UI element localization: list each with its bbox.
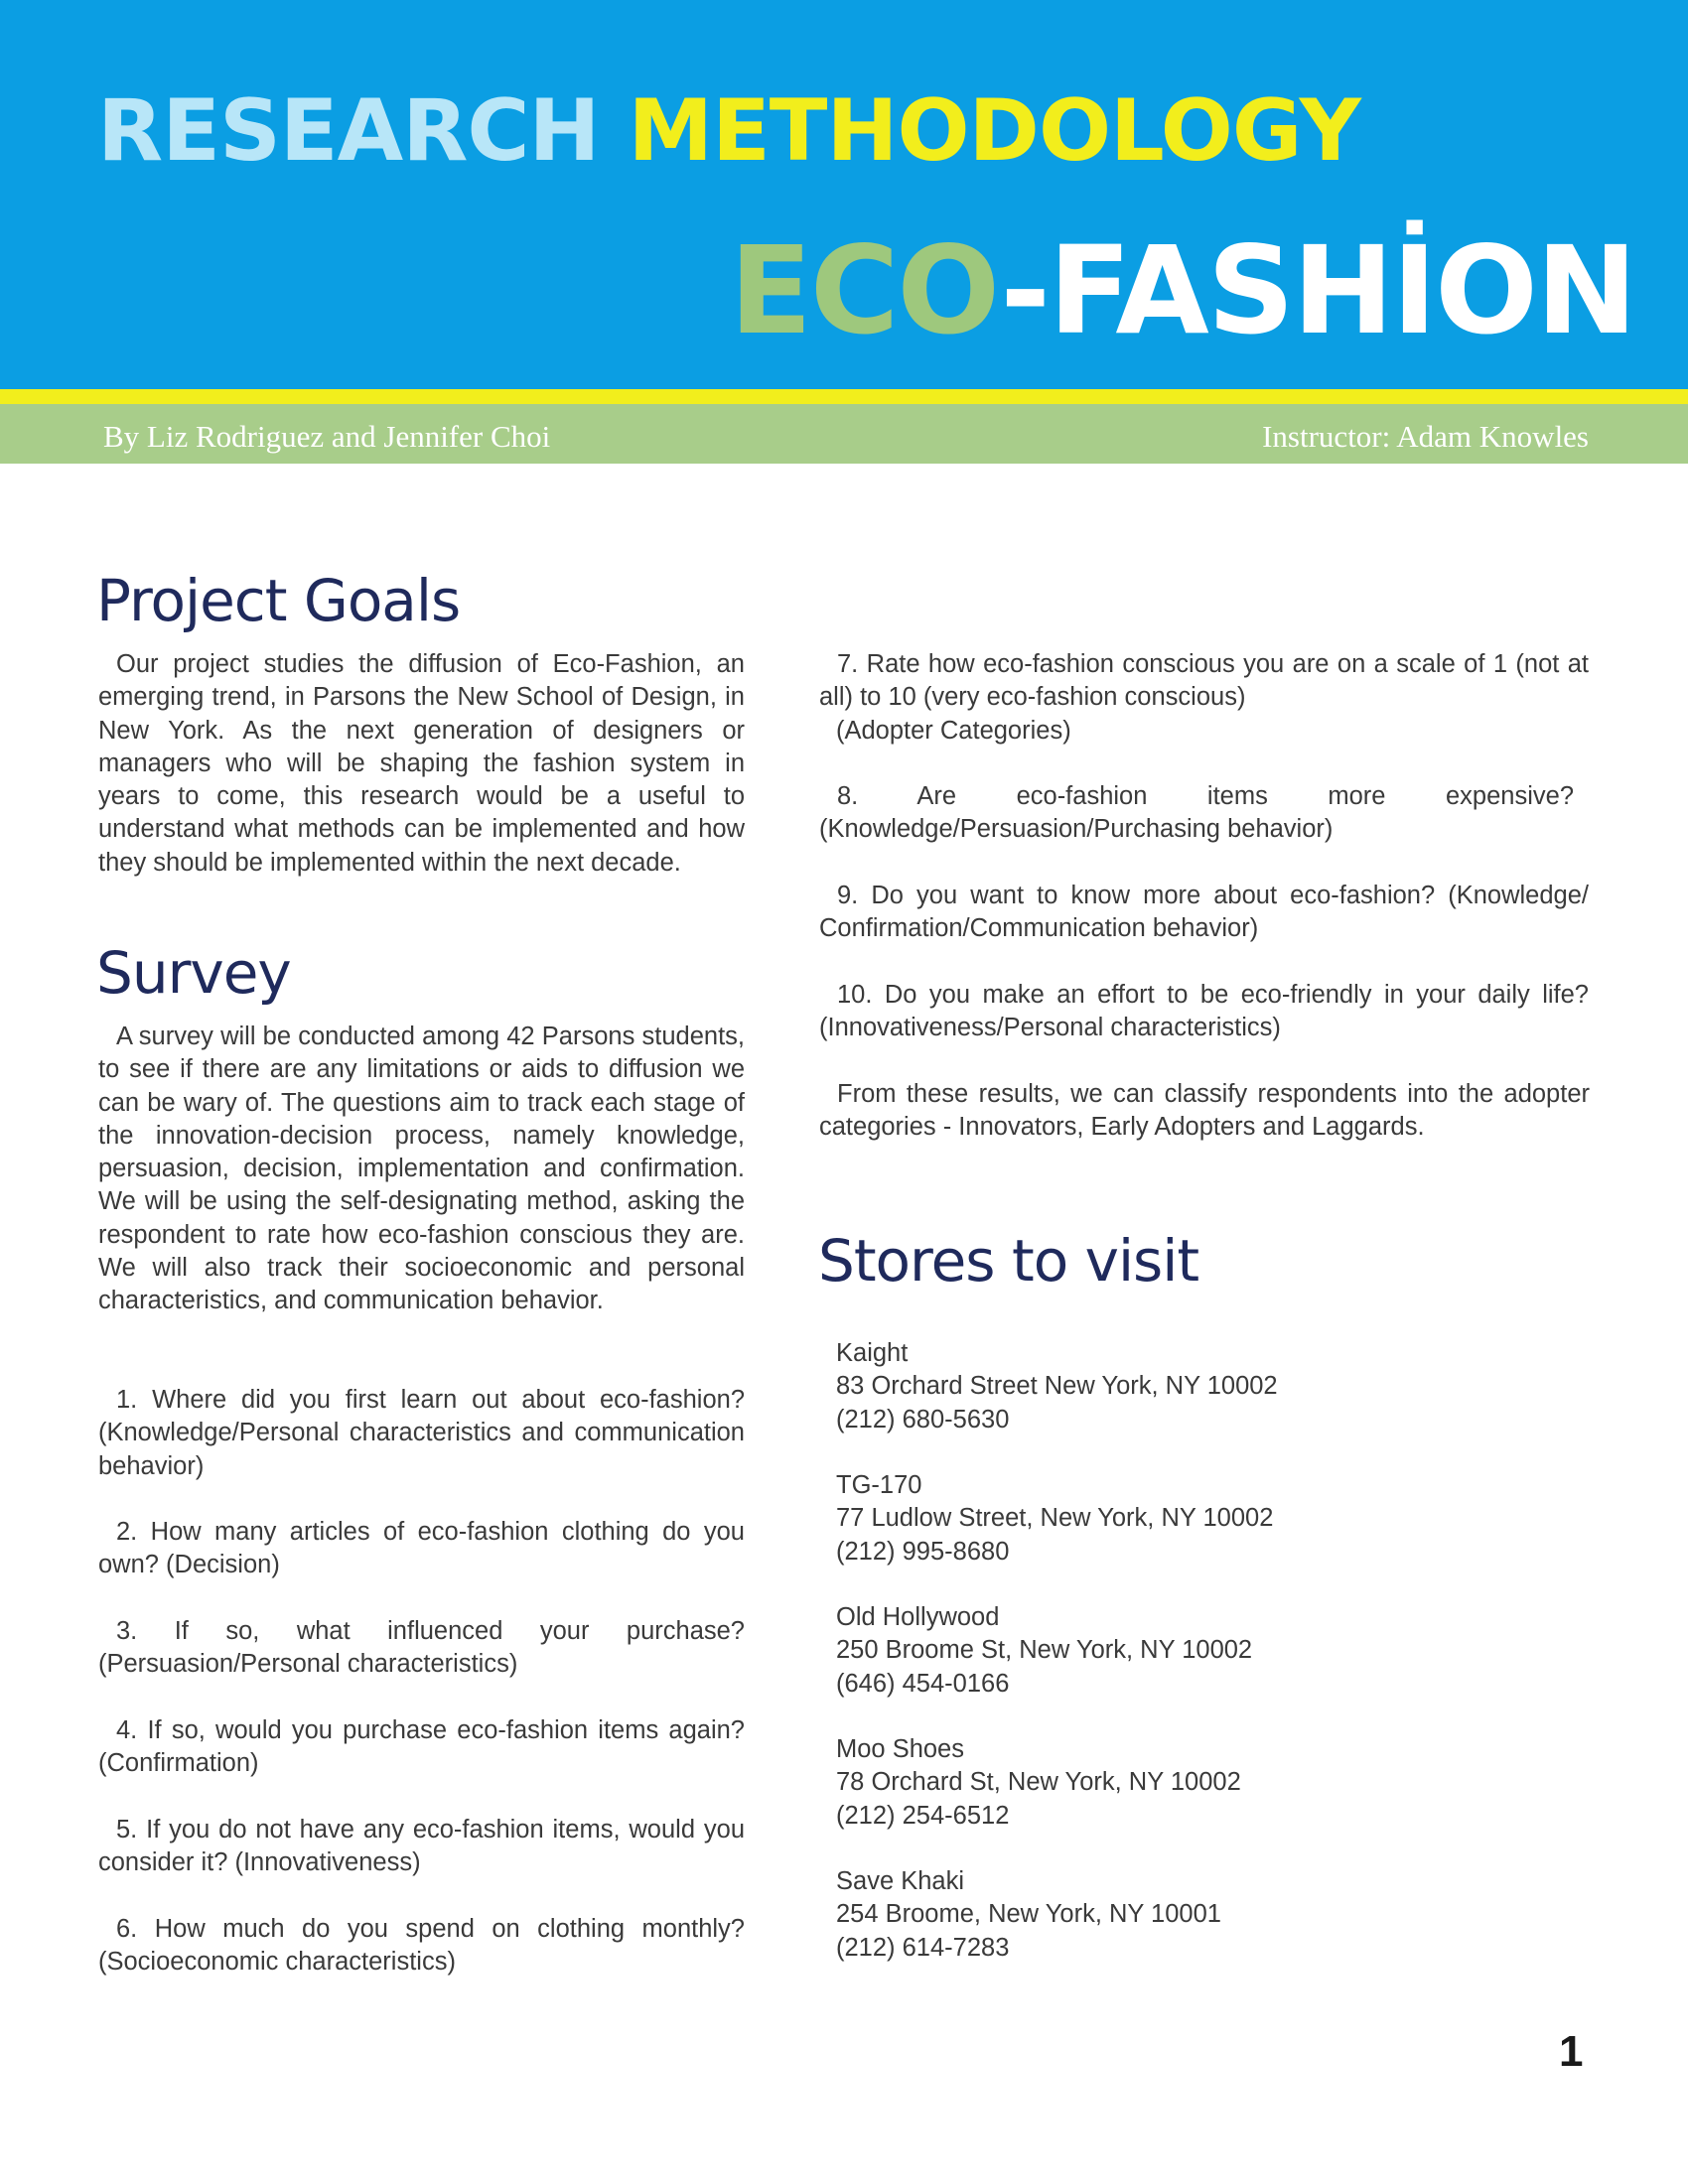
project-goals-text: Our project studies the diffusion of Eco-Fashion, an emerging trend, in Parsons the New School of Design, in New York. As the next generation of designers or managers who will be shaping the fashion system in years to come, this research would be a useful to understand what methods can be implemented and how they should be implemented within the next decade. bbox=[98, 650, 745, 877]
title-methodology: METHODOLOGY bbox=[628, 81, 1360, 181]
store-phone: (212) 680-5630 bbox=[836, 1405, 1010, 1433]
survey-question: 9. Do you want to know more about eco-fashion? (Knowledge/ Confirmation/Communication behavior) bbox=[819, 882, 1589, 943]
store-entry bbox=[836, 1337, 1432, 1436]
survey-question: 8. Are eco-fashion items more expensive? (Knowledge/Persuasion/Purchasing behavior) bbox=[819, 782, 1574, 844]
survey-question: 1. Where did you first learn out about eco-fashion? (Knowledge/Personal characteristics and communication behavior) bbox=[98, 1386, 745, 1480]
title-fashion: -FASHİON bbox=[1000, 220, 1635, 361]
store-entry bbox=[836, 1469, 1432, 1569]
survey-intro: A survey will be conducted among 42 Parsons students, to see if there are any limitations or aids to diffusion we can be wary of. The questions aim to track each stage of the innovation-decision process, namely knowledge, persuasion, decision, implementation and confirmation. We will be using the self-designating method, asking the respondent to rate how eco-fashion conscious they are. We will also track their socioeconomic and personal characteristics, and communication behavior. bbox=[98, 1023, 745, 1315]
store-name: Kaight bbox=[836, 1339, 909, 1367]
store-phone: (646) 454-0166 bbox=[836, 1669, 1010, 1698]
survey-question: 5. If you do not have any eco-fashion items, would you consider it? (Innovativeness) bbox=[98, 1816, 745, 1877]
store-address: 254 Broome, New York, NY 10001 bbox=[836, 1900, 1221, 1929]
survey-conclusion: From these results, we can classify respondents into the adopter categories - Innovators, Early Adopters and Laggards. bbox=[819, 1080, 1590, 1142]
store-entry bbox=[836, 1733, 1432, 1833]
store-name: Save Khaki bbox=[836, 1867, 964, 1895]
store-entry bbox=[836, 1865, 1432, 1965]
store-name: Moo Shoes bbox=[836, 1735, 964, 1763]
byline: By Liz Rodriguez and Jennifer Choi bbox=[103, 419, 551, 454]
header-banner bbox=[0, 0, 1688, 389]
store-name: TG-170 bbox=[836, 1471, 922, 1499]
project-goals-heading: Project Goals bbox=[96, 567, 461, 634]
survey-question: 4. If so, would you purchase eco-fashion items again? (Confirmation) bbox=[98, 1716, 745, 1778]
stores-heading: Stores to visit bbox=[818, 1227, 1199, 1295]
survey-question: 7. Rate how eco-fashion conscious you are on a scale of 1 (not at all) to 10 (very eco-fashion conscious) bbox=[819, 650, 1589, 712]
store-address: 250 Broome St, New York, NY 10002 bbox=[836, 1636, 1253, 1665]
survey-question-note: (Adopter Categories) bbox=[836, 717, 1071, 745]
survey-question: 6. How much do you spend on clothing monthly? (Socioeconomic characteristics) bbox=[98, 1915, 745, 1977]
instructor: Instructor: Adam Knowles bbox=[1262, 419, 1589, 454]
store-name: Old Hollywood bbox=[836, 1603, 1000, 1631]
title-line-2 bbox=[729, 220, 1635, 361]
survey-heading: Survey bbox=[96, 939, 291, 1007]
store-address: 77 Ludlow Street, New York, NY 10002 bbox=[836, 1504, 1274, 1533]
survey-question: 10. Do you make an effort to be eco-friendly in your daily life? (Innovativeness/Personal characteristics) bbox=[819, 981, 1589, 1042]
survey-question: 3. If so, what influenced your purchase? (Persuasion/Personal characteristics) bbox=[98, 1617, 745, 1679]
store-phone: (212) 995-8680 bbox=[836, 1537, 1010, 1566]
title-eco: ECO bbox=[729, 220, 1001, 361]
store-phone: (212) 614-7283 bbox=[836, 1933, 1010, 1962]
survey-question: 2. How many articles of eco-fashion clothing do you own? (Decision) bbox=[98, 1518, 745, 1579]
page-number: 1 bbox=[1559, 2027, 1584, 2076]
store-entry bbox=[836, 1601, 1432, 1701]
store-address: 83 Orchard Street New York, NY 10002 bbox=[836, 1372, 1278, 1401]
yellow-stripe bbox=[0, 389, 1688, 404]
title-line-1 bbox=[97, 81, 1360, 181]
title-research: RESEARCH bbox=[97, 81, 600, 181]
store-phone: (212) 254-6512 bbox=[836, 1801, 1010, 1830]
store-address: 78 Orchard St, New York, NY 10002 bbox=[836, 1768, 1241, 1797]
